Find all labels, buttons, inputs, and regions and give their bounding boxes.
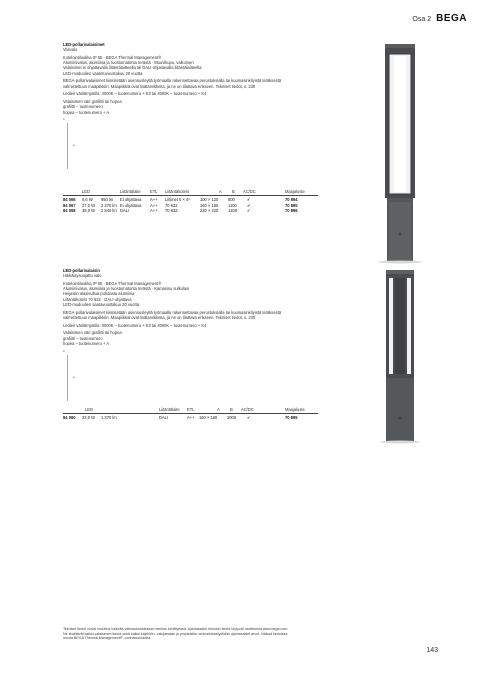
feature-line: Alumiinivalus, alumiinia ja ruostumatonta terästä · Muovikupu, valkoinen [63, 60, 194, 66]
column-header: LED [82, 189, 90, 194]
column-header: Liitäntälaite [159, 407, 180, 412]
finish-line: grafiitti – tuotenumero [63, 335, 103, 341]
table-rule [63, 195, 318, 196]
dimension-diagram [63, 117, 103, 169]
feature-line: Kotelointiluokka IP 65 · BEGA Thermal Management® [63, 281, 162, 286]
finish-line: grafiitti – tuotenumero [63, 104, 103, 110]
feature-line: Kotelointiluokka IP 65 · BEGA Thermal Management® [63, 55, 162, 60]
column-header: Liitäntälaite [120, 189, 141, 194]
finish-line: Valaisimen väri grafiitti tai hopea [63, 330, 122, 336]
feature-line: Alumiinivalus, alumiinia ja ruostumatonta terästä · Kamasisu sulkulasi [63, 286, 190, 292]
bollard-lamp-image [372, 268, 428, 444]
section-text [63, 268, 303, 346]
column-header: B [232, 189, 235, 194]
section-text [63, 42, 303, 115]
installation-paragraph: BEGA-pollarivalaisimet kiinnitetään asennusleyllä työmaalla rakennettavaa perustuksialla tai kuumasinkityistä teräksestä valmistettuun maapiikkiin. Maapiikkiä ovat lisätarvikkeita, ja ne on tilattava erikseen. Tekniset tiedot, s. 230 [63, 78, 282, 89]
table-header [63, 189, 318, 194]
column-header: ETL [187, 407, 195, 412]
product-title: LED-pollarivalaisin [63, 268, 100, 273]
column-header: Maajaluste [285, 407, 305, 412]
table-row: 84 068 38,0 W 2 840 lm DALI A++ 70 632 220 × 220 1200 ✔ 70 896 [63, 208, 298, 213]
column-header: AC/DC [243, 189, 256, 194]
dimension-diagram [63, 349, 103, 401]
table-rule [63, 413, 318, 414]
dimension-b-label: b [63, 117, 65, 122]
column-header: A [219, 189, 222, 194]
table-header [63, 407, 318, 412]
dimension-a-label: a [73, 374, 75, 379]
column-header: A [217, 407, 220, 412]
product-subtitle: Häikäisysuojattu valo [63, 273, 102, 279]
brand-logo: BEGA [436, 13, 467, 24]
product-section-2 [63, 268, 453, 420]
installation-paragraph: BEGA-pollarivalaisimet kiinnitetään asennusleyllä työmaalla rakennettavaa perustuksialla tai kuumasinkityistä teräksestä valmistettuun maapiikkiin. Maapiikkiä ovat lisätarvikkeita, ja ne on tilattava erikseen. Tekniset tiedot, s. 230 [63, 309, 282, 320]
dimension-a-label: a [73, 143, 75, 148]
product-section-1 [63, 42, 453, 213]
feature-line: Liitäntäkotelo 70 632 · DALI-ohjattava [63, 296, 132, 302]
color-temperature: Ledien värilämpötila: 3000K – tuotenumero + K3 tai 4000K – tuotenumero + K4 [63, 322, 207, 328]
column-header: Liitäntäkotelo [165, 189, 190, 194]
section-label: Osa 2 [412, 16, 432, 23]
finish-line: hopea – tuotenumero + A [63, 340, 110, 346]
dimension-line [67, 123, 68, 169]
bollard-lamp-image [372, 42, 428, 264]
dimension-line [67, 355, 68, 401]
feature-line: Valaisimet ei ohjattavalla liitäntälaitteella tai DALI-ohjattavalla liitäntälaitteella [63, 65, 202, 71]
page-header [412, 13, 467, 24]
product-title: LED-pollarivalaisimet [63, 42, 105, 47]
page-number: 143 [426, 647, 438, 654]
footer-note: Tekniset tiedot voivat muuttua kaikelta valmassaoloilaisia heinilan kehittyessä. Ajantasaiset tekniset tiedot löytyvät osoitteesta www.bega.com. Ne sisältävät kaikki valaisimen tiedot sekä kaikki käyttöön- valojamaan ja ympäristön ominaistoastyöilään ajantasaiset arvot. Näissä tiedoissa muuta BEGA Thermal Management® -ominaisuuksista. [63, 627, 289, 641]
column-header: AC/DC [241, 407, 254, 412]
finish-line: Valaisimen väri grafiitti tai hopea [63, 99, 122, 105]
dimension-b-label: b [63, 348, 65, 353]
table-row: 84 060 23,0 W 1 370 lm DALI A++ 160 × 160 1000 ✔ 70 895 [63, 415, 298, 420]
feature-line: LED-moduulien saatavuustakuu 20 vuotta [63, 301, 140, 307]
column-header: LED [85, 407, 93, 412]
feature-line: Heijastin alasivultua puhdasta alumiinia [63, 291, 135, 297]
table-row: 84 067 27,0 W 2 370 lm Ei ohjattava A++ 70 632 160 × 160 1100 ✔ 70 895 [63, 202, 298, 208]
color-temperature: Ledien värilämpötila: 3000K – tuotenumero + K3 tai 4000K – tuotenumero + K4 [63, 91, 207, 97]
finish-line: hopea – tuotenumero + A [63, 109, 110, 115]
column-header: ETL [150, 189, 158, 194]
product-subtitle: Vasvalo [63, 47, 78, 53]
column-header: B [230, 407, 233, 412]
table-row: 84 066 9,6 W 950 lm Ei ohjattava A++ Liitimet 5 × 4² 100 × 120 800 ✔ 70 894 [63, 197, 298, 202]
feature-line: LED-moduulien vaatetuvuustakuu 20 vuotta [63, 70, 143, 76]
column-header: Maajaluste [285, 189, 305, 194]
